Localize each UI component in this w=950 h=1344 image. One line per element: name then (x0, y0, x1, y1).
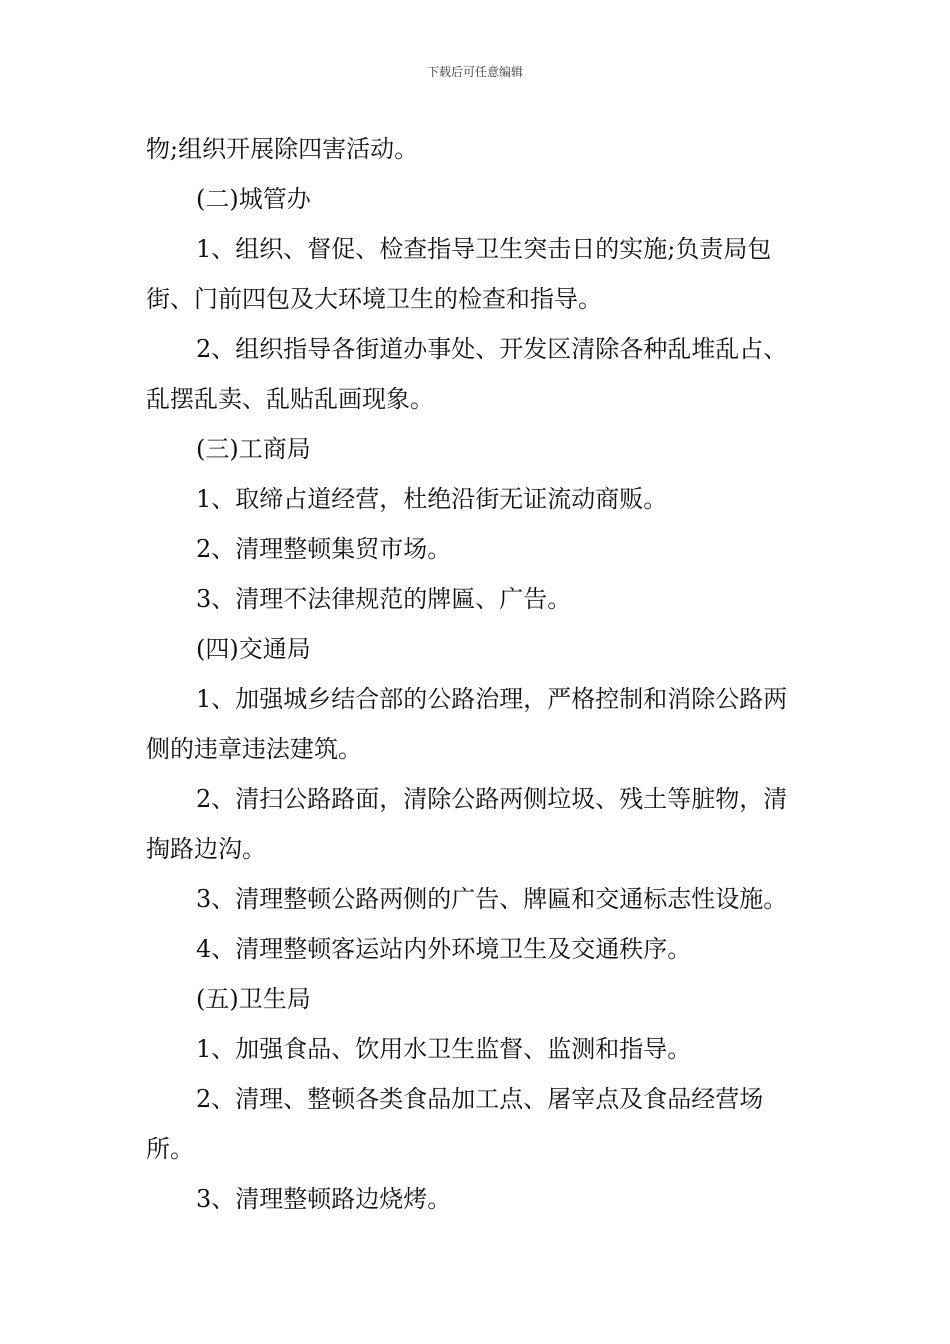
list-item: 4、清理整顿客运站内外环境卫生及交通秩序。 (196, 935, 692, 963)
section-heading-gongshangju: (三)工商局 (196, 435, 311, 463)
list-item: 1、取缔占道经营，杜绝沿街无证流动商贩。 (196, 485, 668, 513)
page-header: 下载后可任意编辑 (426, 65, 523, 79)
list-item: 3、清理整顿路边烧烤。 (196, 1185, 452, 1213)
document-body (146, 124, 810, 1224)
list-item: 3、清理不法律规范的牌匾、广告。 (196, 585, 572, 613)
list-item: 1、加强食品、饮用水卫生监督、监测和指导。 (196, 1035, 692, 1063)
paragraph-continuation: 物;组织开展除四害活动。 (146, 135, 419, 163)
list-item: 3、清理整顿公路两侧的广告、牌匾和交通标志性设施。 (196, 885, 788, 913)
section-heading-jiaotongju: (四)交通局 (196, 635, 311, 663)
list-item: 2、清理、整顿各类食品加工点、屠宰点及食品经营场所。 (146, 1085, 764, 1163)
section-heading-weishengju: (五)卫生局 (196, 985, 311, 1013)
list-item: 2、组织指导各街道办事处、开发区清除各种乱堆乱占、乱摆乱卖、乱贴乱画现象。 (146, 335, 788, 413)
list-item: 2、清扫公路路面，清除公路两侧垃圾、残土等脏物，清掏路边沟。 (146, 785, 788, 863)
list-item: 1、加强城乡结合部的公路治理，严格控制和消除公路两侧的违章违法建筑。 (146, 685, 788, 763)
list-item: 1、组织、督促、检查指导卫生突击日的实施;负责局包街、门前四包及大环境卫生的检查和指导。 (146, 235, 772, 313)
section-heading-chengguanban: (二)城管办 (196, 185, 311, 213)
list-item: 2、清理整顿集贸市场。 (196, 535, 452, 563)
